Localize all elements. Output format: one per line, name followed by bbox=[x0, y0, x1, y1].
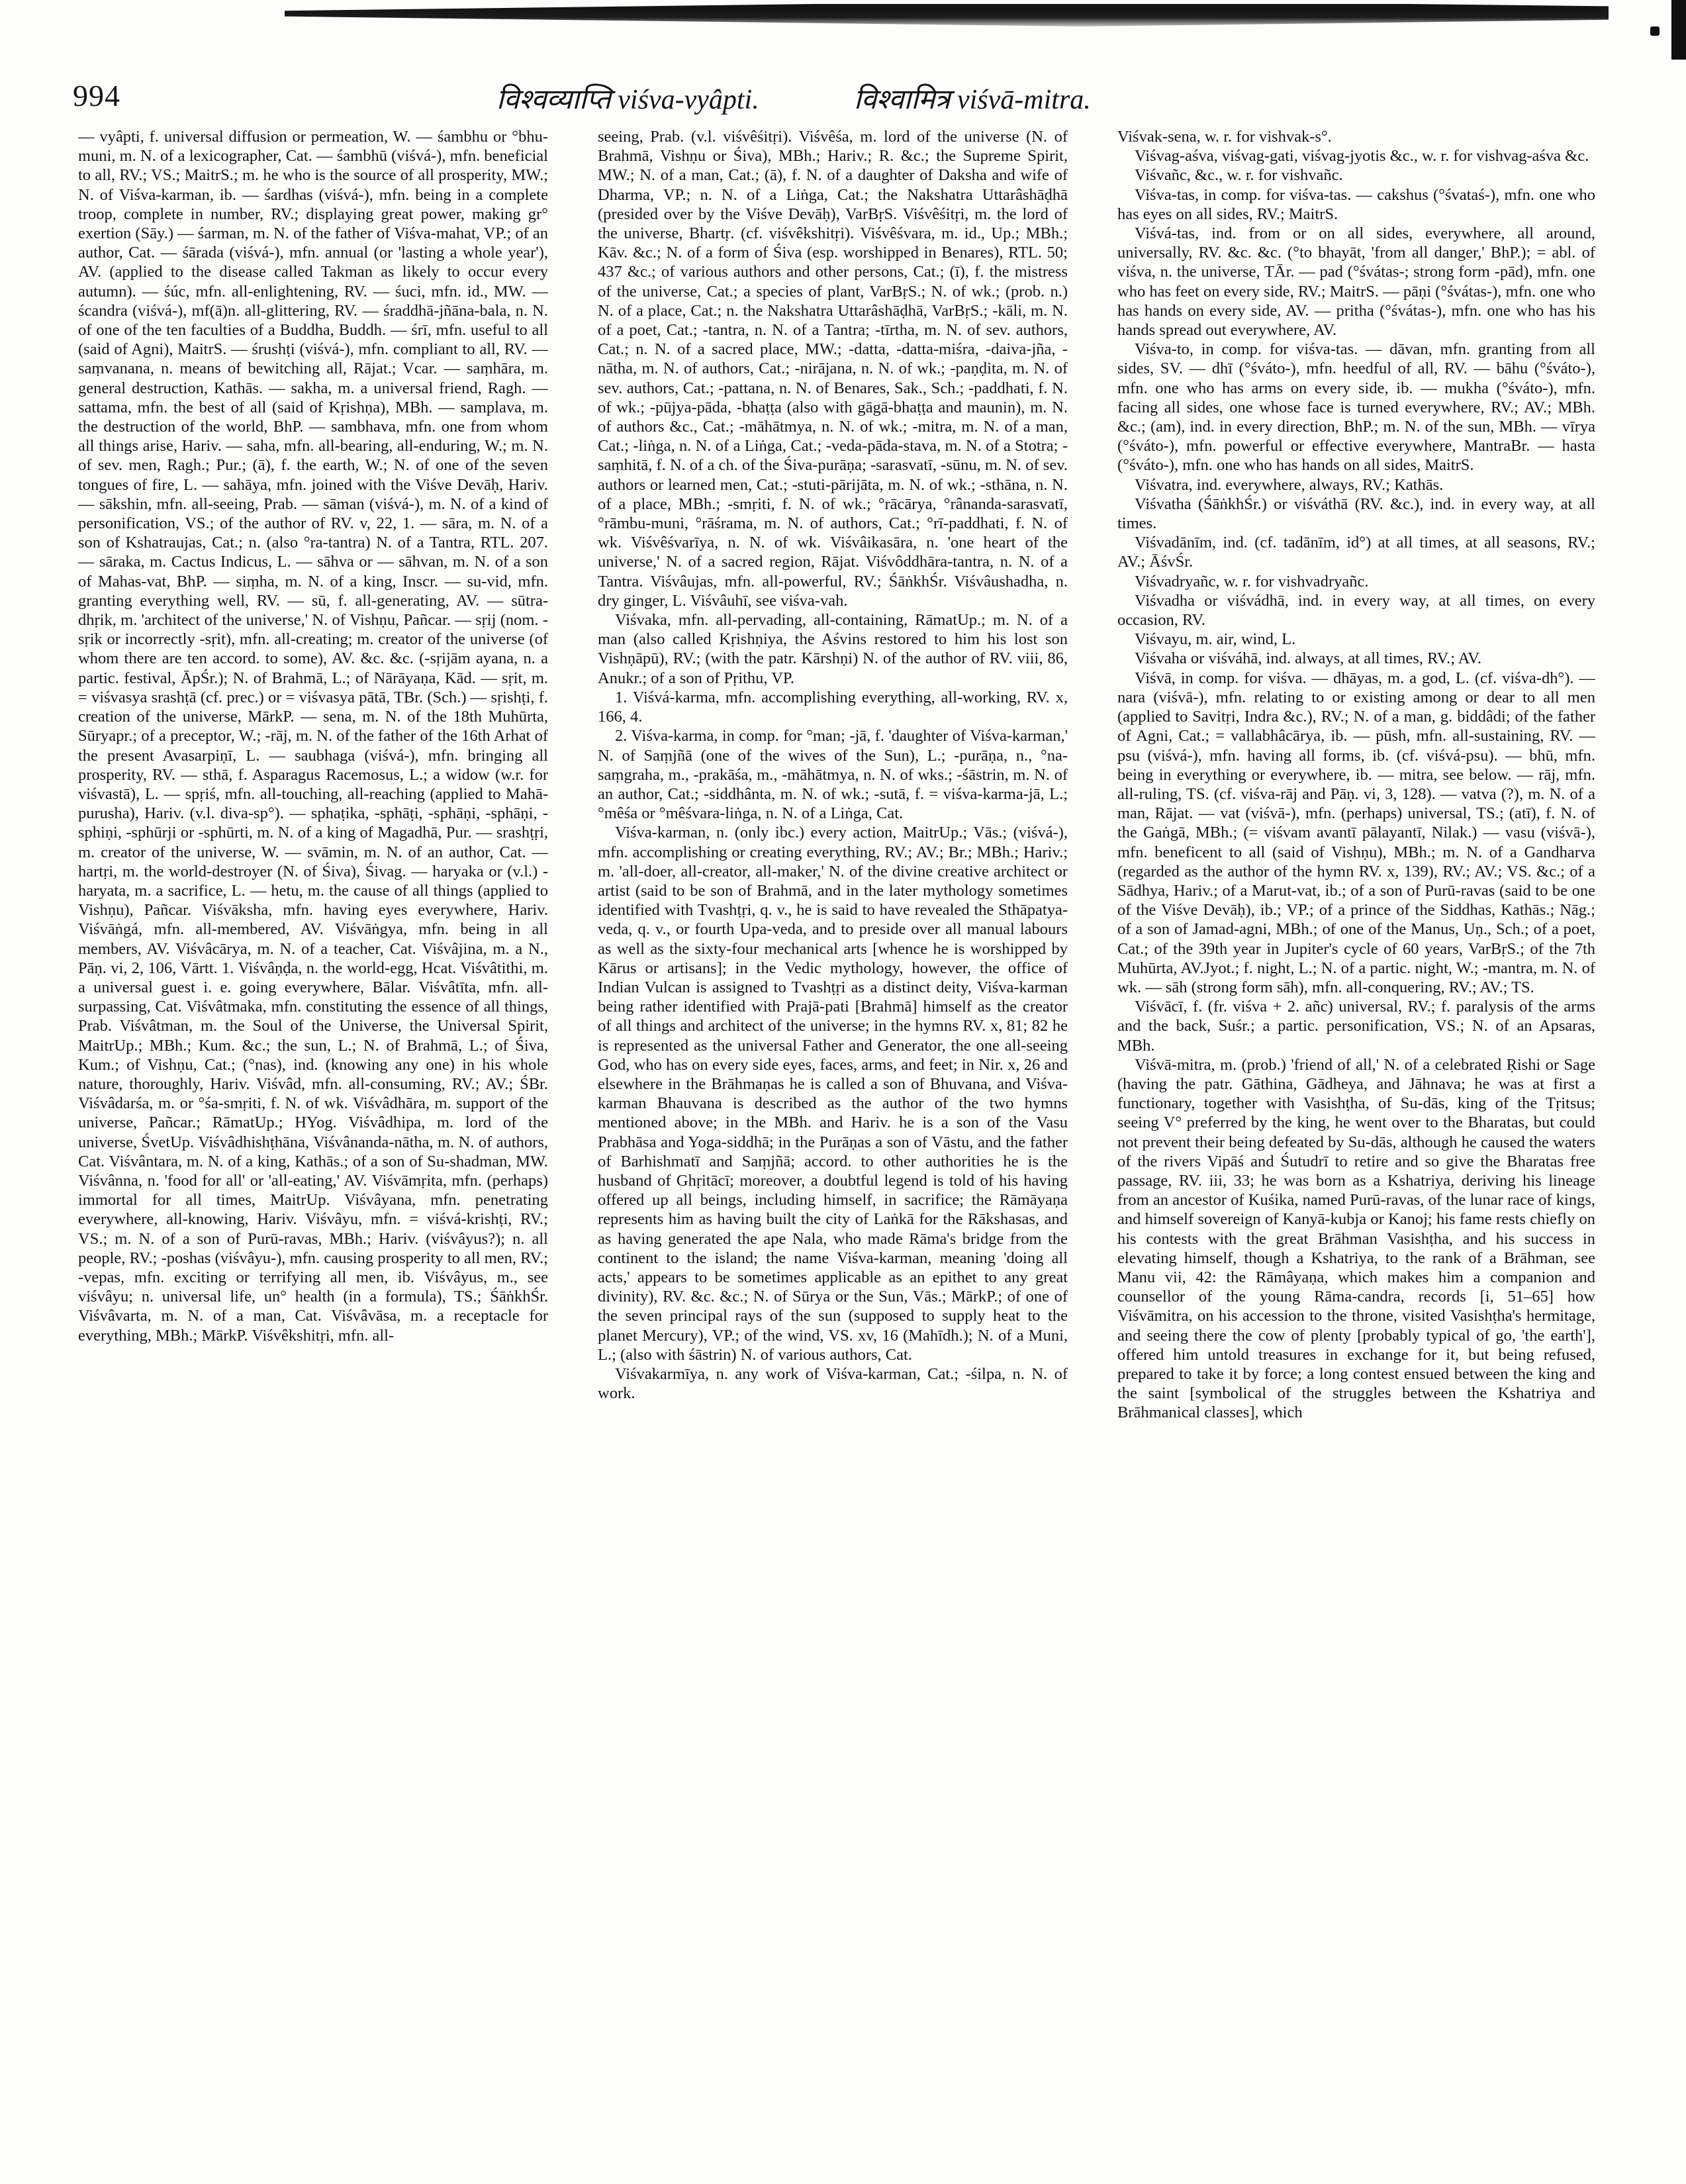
entry-paragraph: Viśvayu, m. air, wind, L. bbox=[1135, 630, 1296, 649]
entry-paragraph: Viśvācī, f. (fr. viśva + 2. añc) universal, RV.; f. paralysis of the arms and the back, Suśr.; a partic. personification, VS.; N. of an Apsaras, MBh. bbox=[1117, 998, 1595, 1055]
column-3 bbox=[1117, 127, 1595, 2153]
entry-paragraph: Viśvaha or viśváhā, ind. always, at all times, RV.; AV. bbox=[1135, 649, 1481, 668]
running-head-right: विश्वामित्र viśvā-mitra. bbox=[854, 85, 1091, 115]
entry-paragraph: Viśva-karman, n. (only ibc.) every action, MaitrUp.; Vās.; (viśvá-), mfn. accomplishing or creating everything, RV.; AV.; Br.; MBh.; Hariv.; m. 'all-doer, all-creator, all-maker,' N. of the divine creative architect or artist (said to be son of Brahmā, and in the later mythology sometimes identified with Tvashṭṛi, q. v., he is said to have revealed the Sthāpatya-veda, q. v., or fourth Upa-veda, and to preside over all manual labours as well as the sixty-four mechanical arts [whence he is worshipped by Kārus or artisans]; in the Vedic mythology, however, the office of Indian Vulcan is assigned to Tvashṭṛi as a distinct deity, Viśva-karman being rather identified with Prajā-pati [Brahmā] himself as the creator of all things and architect of the universe; in the hymns RV. x, 81; 82 he is represented as the universal Father and Generator, the one all-seeing God, who has on every side eyes, faces, arms, and feet; in Nir. x, 26 and elsewhere in the Brāhmaṇas he is called a son of Bhuvana, and Viśva-karman Bhauvana is described as the author of the two hymns mentioned above; in the MBh. and Hariv. he is a son of the Vasu Prabhāsa and Yoga-siddhā; in the Purāṇas a son of Vāstu, and the father of Barhishmatī and Saṃjñā; accord. to other authorities he is the husband of Ghṛitācī; moreover, a doubtful legend is told of his having offered up all beings, including himself, in sacrifice; the Rāmāyaṇa represents him as having built the city of Laṅkā for the Rākshasas, and as having generated the ape Nala, who made Rāma's bridge from the continent to the island; the name Viśva-karman, meaning 'doing all acts,' appears to be sometimes applicable as an epithet to any great divinity), RV. &c. &c.; N. of Sūrya or the Sun, Vās.; MārkP.; of one of the seven principal rays of the sun (supposed to supply heat to the planet Mercury), VP.; of the wind, VS. xv, 16 (Mahīdh.); N. of a Muni, L.; (also with śāstrin) N. of various authors, Cat. bbox=[598, 824, 1068, 1364]
entry-paragraph: Viśvañc, &c., w. r. for vishvañc. bbox=[1135, 166, 1343, 185]
page-header bbox=[73, 78, 1622, 118]
entry-paragraph: — vyâpti, f. universal diffusion or permeation, W. — śambhu or °bhu-muni, m. N. of a lexicographer, Cat. — śambhū (viśvá-), mfn. beneficial to all, RV.; VS.; MaitrS.; m. he who is the source of all prosperity, MW.; N. of Viśva-karman, ib. — śardhas (viśvá-), mfn. being in a complete troop, complete in number, RV.; displaying great power, making gr° exertion (Sāy.) — śarman, m. N. of the father of Viśva-mahat, VP.; of an author, Cat. — śārada (viśvá-), mfn. annual (or 'lasting a whole year'), AV. (applied to the disease called Takman as likely to occur every autumn). — śúc, mfn. all-enlightening, RV. — śuci, mfn. id., MW. — ścandra (viśvá-), mf(ā)n. all-glittering, RV. — śraddhā-jñāna-bala, n. N. of one of the ten faculties of a Buddha, Buddh. — śrī, mfn. useful to all (said of Agni), MaitrS. — śrushṭi (viśvá-), mfn. compliant to all, RV. — saṃvanana, n. means of bewitching all, Rājat.; Vcar. — saṃhāra, m. general destruction, Kathās. — sakha, m. a universal friend, Ragh. — sattama, mfn. the best of all (said of Kṛishṇa), MBh. — samplava, m. the destruction of the world, BhP. — sambhava, mfn. one from whom all things arise, Hariv. — saha, mfn. all-bearing, all-enduring, W.; m. N. of sev. men, Ragh.; Pur.; (ā), f. the earth, W.; N. of one of the seven tongues of fire, L. — sahāya, mfn. joined with the Viśve Devāḥ, Hariv. — sākshin, mfn. all-seeing, Prab. — sāman (viśvá-), m. N. of a kind of personification, VS.; of the author of RV. v, 22, 1. — sāra, m. N. of a son of Kshatraujas, Cat.; n. (also °ra-tantra) N. of a Tantra, RTL. 207. — sāraka, m. Cactus Indicus, L. — sāhva or — sāhvan, m. N. of a son of Mahas-vat, BhP. — siṃha, m. N. of a king, Inscr. — su-vid, mfn. granting everything well, RV. — sū, f. all-generating, AV. — sūtra-dhṛik, m. 'architect of the universe,' N. of Vishṇu, Pañcar. — sṛij (nom. -sṛik or incorrectly -sṛit), mfn. all-creating; m. creator of the universe (of whom there are ten accord. to some), AV. &c. &c. (-sṛijām ayana, n. a partic. festival, ĀpŚr.); N. of Brahmā, L.; of Nārāyaṇa, Kād. — sṛit, m. = viśvasya srashṭā (cf. prec.) or = viśvasya pātā, TBr. (Sch.) — sṛishṭi, f. creation of the universe, MārkP. — sena, m. N. of the 18th Muhūrta, Sūryapr.; of a preceptor, W.; -rāj, m. N. of the father of the 16th Arhat of the present Avasarpiṇī, L. — saubhaga (viśvá-), mfn. bringing all prosperity, RV. — sthā, f. Asparagus Racemosus, L.; a widow (w.r. for viśvastā), L. — spṛiś, mfn. all-touching, all-reaching (applied to Mahā-purusha), Hariv. (v.l. diva-sp°). — sphaṭika, -sphāṭi, -sphāṇi, -sphāṇi, -sphiṇi, -sphūrji or -sphūrti, m. N. of a king of Magadhā, Pur. — srashṭṛi, m. creator of the universe, W. — svāmin, m. N. of an author, Cat. — hartṛi, m. the world-destroyer (N. of Śiva), Śivag. — haryaka or (v.l.) -haryata, m. a sacrifice, L. — hetu, m. the cause of all things (applied to Vishṇu), Pañcar. Viśvāksha, mfn. having eyes everywhere, Hariv. Viśvāṅgá, mfn. all-membered, AV. Viśvāṅgya, mfn. being in all members, AV. Viśvâcārya, m. N. of a teacher, Cat. Viśvâjina, m. a N., Pāṇ. vi, 2, 106, Vārtt. 1. Viśvâṇḍa, n. the world-egg, Hcat. Viśvâtithi, m. a universal guest i. e. going everywhere, Bālar. Viśvâtīta, mfn. all-surpassing, Cat. Viśvâtmaka, mfn. constituting the essence of all things, Prab. Viśvâtman, m. the Soul of the Universe, the Universal Spirit, MaitrUp.; MBh.; Kum. &c.; the sun, L.; N. of Brahmā, L.; of Śiva, Kum.; of Vishṇu, Cat.; (°nas), ind. (knowing any one) in his whole nature, thoroughly, Hariv. Viśvâd, mfn. all-consuming, RV.; AV.; ŚBr. Viśvâdarśa, m. or °śa-smṛiti, f. N. of wk. Viśvâdhāra, m. support of the universe, Pañcar.; RāmatUp.; HYog. Viśvâdhipa, m. lord of the universe, ŚvetUp. Viśvâdhishṭhāna, Viśvânanda-nātha, m. N. of authors, Cat. Viśvântara, m. N. of a king, Kathās.; of a son of Su-shadman, MW. Viśvânna, n. 'food for all' or 'all-eating,' AV. Viśvāmṛita, mfn. (perhaps) immortal for all times, MaitrUp. Viśvâyana, mfn. penetrating everywhere, all-knowing, Hariv. Viśvâyu, mfn. = viśvá-krishṭi, RV.; VS.; m. N. of a son of Purū-ravas, MBh.; Hariv. (viśvâyus?); n. all people, RV.; -poshas (viśvâyu-), mfn. causing prosperity to all men, RV.; -vepas, mfn. exciting or terrifying all men, ib. Viśvâyus, m., see viśvâyu; n. universal life, un° health (in a formula), TS.; ŚāṅkhŚr. Viśvâvarta, m. N. of a man, Cat. Viśvâvāsa, m. a receptacle for everything, MBh.; MārkP. Viśvêkshitṛi, mfn. all- bbox=[78, 128, 548, 1345]
entry-paragraph: seeing, Prab. (v.l. viśvêśitṛi). Viśvêśa, m. lord of the universe (N. of Brahmā, Vishṇu or Śiva), MBh.; Hariv.; R. &c.; the Supreme Spirit, MW.; N. of a man, Cat.; (ā), f. N. of a daughter of Daksha and wife of Dharma, VP.; n. N. of a Liṅga, Cat.; the Nakshatra Uttarâshāḍhā (presided over by the Viśve Devāḥ), VarBṛS. Viśvêśitṛi, m. the lord of the universe, Bhartṛ. (cf. viśvêkshitṛi). Viśvêśvara, m. id., Up.; MBh.; Kāv. &c.; N. of a form of Śiva (esp. worshipped in Benares), RTL. 50; 437 &c.; of various authors and other persons, Cat.; (ī), f. the mistress of the universe, Cat.; a species of plant, VarBṛS.; N. of wk.; (prob. n.) N. of a place, Cat.; n. the Nakshatra Uttarâshāḍhā, VarBṛS.; -kāli, m. N. of a poet, Cat.; -tantra, n. N. of a Tantra; -tīrtha, m. N. of sev. authors, Cat.; n. N. of a sacred place, MW.; -datta, -datta-miśra, -daiva-jña, -nātha, m. N. of authors, Cat.; -nirājana, n. N. of wk.; -paṇḍita, m. N. of sev. authors, Cat.; -pattana, n. N. of Benares, Sak., Sch.; -paddhati, f. N. of wk.; -pūjya-pāda, -bhaṭṭa (also with gāgā-bhaṭṭa and maunin), m. N. of authors &c., Cat.; -māhātmya, n. N. of wk.; -mitra, m. N. of a man, Cat.; -liṅga, n. N. of a Liṅga, Cat.; -veda-pāda-stava, m. N. of a Stotra; -saṃhitā, f. N. of a ch. of the Śiva-purāṇa; -sarasvatī, -sūnu, m. N. of sev. authors or learned men, Cat.; -stuti-pārijāta, m. N. of wk.; -sthāna, n. N. of a place, MBh.; -smṛiti, f. N. of wk.; °rācārya, °rânanda-sarasvatī, °rāmbu-muni, °rāśrama, m. N. of authors, Cat.; °rī-paddhati, f. N. of wk. Viśvêśvarīya, n. N. of wk. Viśvâikasāra, n. 'one heart of the universe,' N. of a sacred region, Rājat. Viśvôddhāra-tantra, n. N. of a Tantra. Viśvâujas, mfn. all-powerful, RV.; ŚāṅkhŚr. Viśvâushadha, n. dry ginger, L. Viśvâuhī, see viśva-vah. bbox=[598, 128, 1068, 610]
entry-paragraph: 1. Viśvá-karma, mfn. accomplishing everything, all-working, RV. x, 166, 4. bbox=[598, 688, 1068, 726]
entry-paragraph: Viśvag-aśva, viśvag-gati, viśvag-jyotis &c., w. r. for vishvag-aśva &c. bbox=[1135, 147, 1589, 166]
entry-paragraph: Viśvadha or viśvádhā, ind. in every way, at all times, on every occasion, RV. bbox=[1117, 591, 1595, 630]
entry-paragraph: Viśvā, in comp. for viśva. — dhāyas, m. a god, L. (cf. viśva-dh°). — nara (viśvā-), mfn. relating to or existing among or dear to all men (applied to Savitṛi, Indra &c.), RV.; N. of a man, g. biddâdi; of the father of Agni, Cat.; = vallabhâcārya, ib. — pūsh, mfn. all-sustaining, RV. — psu (viśvá-), mfn. having all forms, ib. (cf. viśvá-psu). — bhū, mfn. being in everything or everywhere, ib. — mitra, see below. — rāj, mfn. all-ruling, TS. (cf. viśva-rāj and Pāṇ. vi, 3, 128). — vatva (?), m. N. of a man, Rājat. — vat (viśvā-), mfn. (perhaps) universal, TS.; (atī), f. N. of the Gaṅgā, MBh.; (= viśvam avantī pālayantī, Nilak.) — vasu (viśvā-), mfn. beneficent to all (said of Vishṇu), MBh.; m. N. of a Gandharva (regarded as the author of the hymn RV. x, 139), RV.; AV.; VS. &c.; of a Sādhya, Hariv.; of a Marut-vat, ib.; of a son of Purū-ravas (said to be one of the Viśve Devāḥ), ib.; VP.; of a prince of the Siddhas, Kathās.; Nāg.; of a son of Jamad-agni, MBh.; of one of the Manus, Uṇ., Sch.; of a poet, Cat.; of the 39th year in Jupiter's cycle of 60 years, VarBṛS.; of the 7th Muhūrta, AV.Jyot.; f. night, L.; N. of a partic. night, W.; -mantra, m. N. of wk. — sāh (strong form sāh), mfn. all-conquering, RV.; AV.; TS. bbox=[1117, 669, 1595, 996]
entry-paragraph: Viśvadryañc, w. r. for vishvadryañc. bbox=[1135, 572, 1369, 591]
column-1 bbox=[78, 127, 548, 2153]
entry-paragraph: Viśvadānīm, ind. (cf. tadānīm, id°) at all times, at all seasons, RV.; AV.; ĀśvŚr. bbox=[1117, 534, 1595, 571]
scan-artifact-edge bbox=[1671, 0, 1686, 60]
entry-paragraph: Viśva-to, in comp. for viśva-tas. — dāvan, mfn. granting from all sides, SV. — dhī (°śváto-), mfn. heedful of all, RV. — bāhu (°śváto-), mfn. one who has arms on every side, ib. — mukha (°śváto-), mfn. facing all sides, one whose face is turned everywhere, RV.; AV.; MBh. &c.; (am), ind. in every direction, BhP.; m. N. of the sun, MBh. — vīrya (°śváto-), mfn. powerful or effective everywhere, MantraBr. — hasta (°śváto-), mfn. one who has hands on all sides, MaitrS. bbox=[1117, 340, 1595, 475]
page-number: 994 bbox=[73, 79, 120, 113]
entry-paragraph: Viśvakarmīya, n. any work of Viśva-karman, Cat.; -śilpa, n. N. of work. bbox=[598, 1365, 1068, 1403]
column-2 bbox=[598, 127, 1068, 2153]
entry-paragraph: Viśvaka, mfn. all-pervading, all-containing, RāmatUp.; m. N. of a man (also called Kṛishṇiya, the Aśvins restored to him his lost son Vishṇāpū), RV.; (with the patr. Kārshṇi) N. of the author of RV. viii, 86, Anukr.; of a son of Pṛithu, VP. bbox=[598, 611, 1068, 687]
entry-paragraph: Viśvatra, ind. everywhere, always, RV.; Kathās. bbox=[1135, 475, 1444, 494]
entry-paragraph: Viśvá-tas, ind. from or on all sides, everywhere, all around, universally, RV. &c. &c. (°to bhayāt, 'from all danger,' BhP.); = abl. of viśva, n. the universe, TĀr. — pad (°śvátas-; strong form -pād), mfn. one who has feet on every side, RV.; MaitrS. — pāṇi (°śvátas-), mfn. one who has hands on every side, AV. — pritha (°śvátas-), mfn. one who has his hands spread out everywhere, AV. bbox=[1117, 224, 1595, 340]
scan-artifact-mark bbox=[1650, 26, 1660, 36]
entry-paragraph: 2. Viśva-karma, in comp. for °man; -jā, f. 'daughter of Viśva-karman,' N. of Saṃjñā (one of the wives of the Sun), L.; -purāṇa, n., °na-saṃgraha, m., -prakāśa, m., -māhātmya, n. N. of wks.; -śāstrin, m. N. of an author, Cat.; -siddhânta, m. N. of wk.; -sutā, f. = viśva-karma-jā, L.; °mêśa or °mêśvara-liṅga, n. N. of a Liṅga, Cat. bbox=[598, 727, 1068, 823]
entry-paragraph: Viśvatha (ŚāṅkhŚr.) or viśváthā (RV. &c.), ind. in every way, at all times. bbox=[1117, 495, 1595, 533]
entry-paragraph: Viśvak-sena, w. r. for vishvak-s°. bbox=[1117, 128, 1332, 146]
entry-paragraph: Viśvā-mitra, m. (prob.) 'friend of all,' N. of a celebrated Ṛishi or Sage (having the patr. Gāthina, Gādheya, and Jāhnava; he was at first a functionary, together with Vasishṭha, of Su-dās, king of the Tṛitsus; seeing V° preferred by the king, he went over to the Bharatas, but could not prevent their being defeated by Su-dās, although he caused the waters of the rivers Vipāś and Śutudrī to retire and so give the Bharatas free passage, RV. iii, 33; he was born as a Kshatriya, deriving his lineage from an ancestor of Kuśika, named Purū-ravas, of the lunar race of kings, and himself sovereign of Kanyā-kubja or Kanoj; his fame rests chiefly on his contests with the great Brāhman Vasishṭha, and his success in elevating himself, though a Kshatriya, to the rank of a Brāhman, see Manu vii, 42: the Rāmâyaṇa, which makes him a companion and counsellor of the young Rāma-candra, records [i, 51–65] how Viśvāmitra, on his accession to the throne, visited Vasishṭha's hermitage, and seeing there the cow of plenty [probably typical of go, 'the earth'], offered him untold treasures in exchange for it, but being refused, prepared to take it by force; a long contest ensued between the king and the saint [symbolical of the struggles between the Kshatriya and Brāhmanical classes], which bbox=[1117, 1055, 1595, 1422]
running-head-left: विश्वव्याप्ति viśva-vyâpti. bbox=[496, 85, 759, 115]
entry-paragraph: Viśva-tas, in comp. for viśva-tas. — cakshus (°śvataś-), mfn. one who has eyes on all sides, RV.; MaitrS. bbox=[1117, 185, 1595, 223]
scan-artifact-bar bbox=[285, 4, 1609, 26]
